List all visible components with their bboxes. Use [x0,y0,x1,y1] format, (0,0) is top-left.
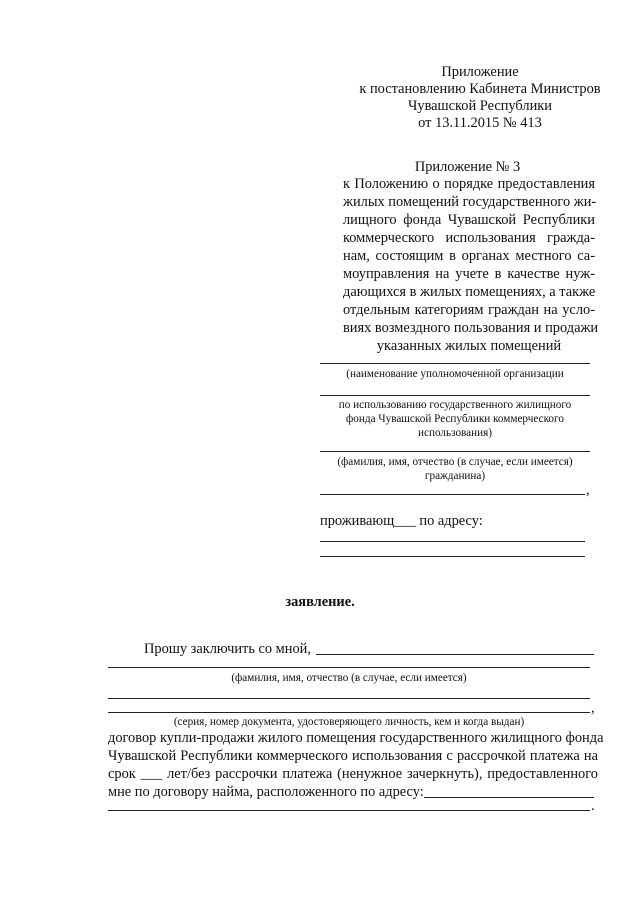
fio-caption: (фамилия, имя, отчество (в случае, если имеется) [231,672,467,684]
annex-line: к Положению о порядке предоставления [343,176,595,192]
annex-line: виях возмездного пользования и продажи [343,320,599,336]
annex-line: отдельным категориям граждан на усло- [343,302,595,318]
org-caption-line: фонда Чувашской Республики коммерческого [346,413,564,425]
annex-title: Приложение № 3 [414,159,521,175]
org-caption-line: по использованию государственного жилищного [338,399,572,411]
applicant-caption-line: (фамилия, имя, отчество (в случае, если имеется) [337,456,573,468]
header-line-date-number: от 13.11.2015 № 413 [418,115,542,131]
final-period: . [591,798,595,814]
fio-line-1[interactable] [316,654,594,655]
applicant-comma: , [586,482,590,498]
applicant-name-line-2[interactable] [320,494,585,495]
annex-line: коммерческого использования гражда- [343,230,595,246]
id-caption: (серия, номер документа, удостоверяющего личность, кем и когда выдан) [173,716,525,728]
header-line-annex: Приложение [441,64,519,80]
annex-line: моуправления на учете в качестве нуж- [343,266,595,282]
address-line-1[interactable] [320,541,585,542]
annex-line: нам, состоящим в органах местного са- [343,248,595,264]
header-line-republic: Чувашской Республики [408,98,552,114]
id-line-2[interactable] [108,712,590,713]
annex-line: дающихся в жилых помещениях, а также [343,284,596,300]
last-line-text: мне по договору найма, расположенного по адресу: [108,784,424,800]
document-title: заявление. [285,594,355,610]
org-name-line[interactable] [320,363,590,364]
fio-line-2[interactable] [108,667,590,668]
org-caption-line: использования) [418,427,492,439]
annex-last-line: указанных жилых помещений [376,338,562,354]
annex-line: лищного фонда Чувашской Республики [343,212,595,228]
paragraph-line: Чувашской Республики коммерческого использования с рассрочкой платежа на [108,748,598,764]
residing-label: проживающ___ по адресу: [320,513,483,529]
address-line-2[interactable] [320,556,585,557]
id-comma: , [591,700,595,716]
address-fill-line[interactable] [424,797,594,798]
org-name-line-2[interactable] [320,395,590,396]
request-intro: Прошу заключить со мной, [144,641,311,657]
paragraph-line: договор купли-продажи жилого помещения государственного жилищного фонда [108,730,604,746]
org-name-caption: (наименование уполномоченной организации [346,368,564,380]
id-line-1[interactable] [108,698,590,699]
paragraph-line: срок ___ лет/без рассрочки платежа (ненужное зачеркнуть), предоставленного [108,766,598,782]
annex-line: жилых помещений государственного жи- [343,194,597,210]
header-line-resolution: к постановлению Кабинета Министров [359,81,601,97]
applicant-caption-line: гражданина) [424,470,486,482]
applicant-name-line[interactable] [320,451,590,452]
address-fill-line-2[interactable] [108,810,590,811]
